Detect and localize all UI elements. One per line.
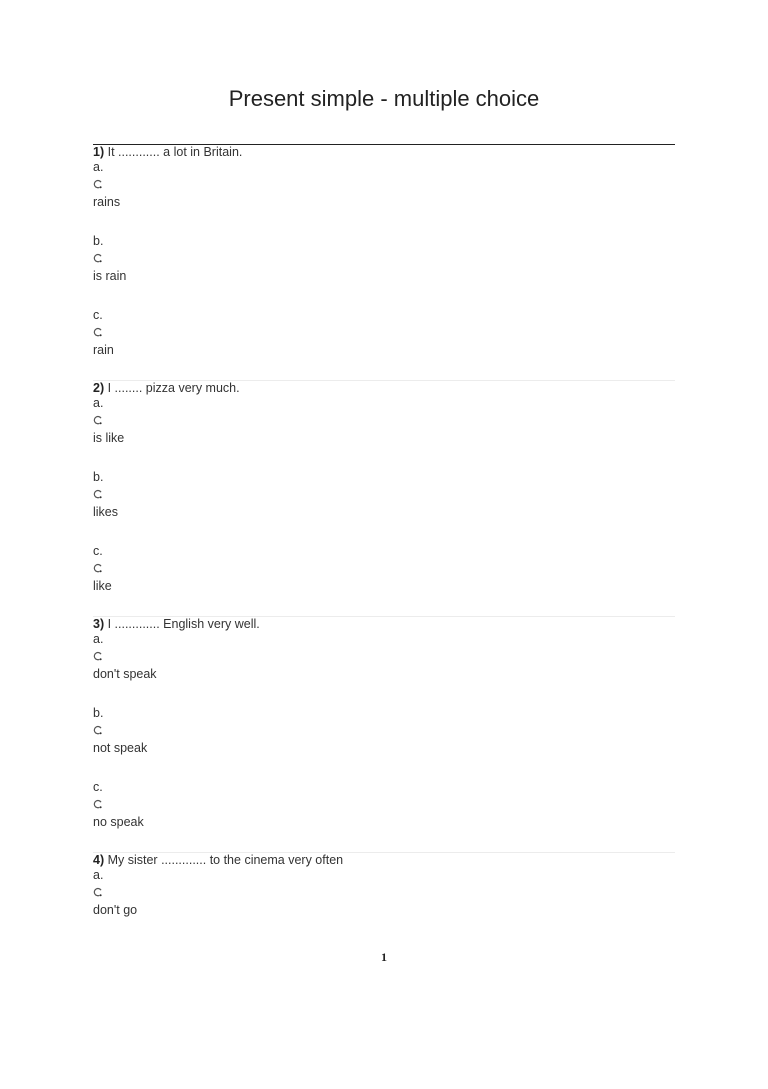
- option-letter: c.: [93, 544, 103, 558]
- option-c: [93, 780, 675, 830]
- option-text: rain: [93, 343, 114, 357]
- question-text: It ............ a lot in Britain.: [104, 145, 243, 159]
- question-1: [93, 145, 675, 381]
- option-text: don't go: [93, 903, 138, 917]
- radio-icon[interactable]: [93, 253, 103, 263]
- radio-icon[interactable]: [93, 651, 103, 661]
- option-a: [93, 160, 675, 210]
- question-prompt: [93, 145, 675, 160]
- option-text: no speak: [93, 815, 144, 829]
- option-letter: b.: [93, 234, 104, 248]
- question-number: 4): [93, 853, 105, 867]
- radio-icon[interactable]: [93, 563, 103, 573]
- option-b: [93, 234, 675, 284]
- question-4: [93, 853, 675, 1089]
- option-text: is like: [93, 431, 125, 445]
- question-number: 1): [93, 145, 105, 159]
- option-letter: a.: [93, 868, 104, 882]
- option-a: [93, 396, 675, 446]
- option-letter: a.: [93, 160, 104, 174]
- option-letter: a.: [93, 632, 104, 646]
- option-b: [93, 706, 675, 756]
- question-3: [93, 617, 675, 853]
- option-a: [93, 868, 675, 918]
- option-a: [93, 632, 675, 682]
- option-letter: c.: [93, 780, 103, 794]
- option-letter: b.: [93, 706, 104, 720]
- radio-icon[interactable]: [93, 489, 103, 499]
- radio-icon[interactable]: [93, 327, 103, 337]
- radio-icon[interactable]: [93, 415, 103, 425]
- option-letter: b.: [93, 470, 104, 484]
- option-text: don't speak: [93, 667, 157, 681]
- question-2: [93, 381, 675, 617]
- question-text: I ............. English very well.: [104, 617, 260, 631]
- option-text: not speak: [93, 741, 148, 755]
- option-c: [93, 308, 675, 358]
- question-text: My sister ............. to the cinema very often: [104, 853, 344, 867]
- question-list: [93, 145, 675, 1089]
- radio-icon[interactable]: [93, 725, 103, 735]
- page-number: 1: [381, 950, 387, 964]
- option-b: [93, 470, 675, 520]
- page-title: Present simple - multiple choice: [228, 86, 540, 111]
- radio-icon[interactable]: [93, 887, 103, 897]
- option-letter: a.: [93, 396, 104, 410]
- question-prompt: [93, 853, 675, 868]
- question-prompt: [93, 381, 675, 396]
- question-text: I ........ pizza very much.: [104, 381, 240, 395]
- radio-icon[interactable]: [93, 799, 103, 809]
- option-text: is rain: [93, 269, 127, 283]
- option-text: like: [93, 579, 112, 593]
- option-text: likes: [93, 505, 119, 519]
- question-prompt: [93, 617, 675, 632]
- question-number: 2): [93, 381, 105, 395]
- radio-icon[interactable]: [93, 179, 103, 189]
- option-text: rains: [93, 195, 121, 209]
- option-letter: c.: [93, 308, 103, 322]
- question-number: 3): [93, 617, 105, 631]
- option-c: [93, 544, 675, 594]
